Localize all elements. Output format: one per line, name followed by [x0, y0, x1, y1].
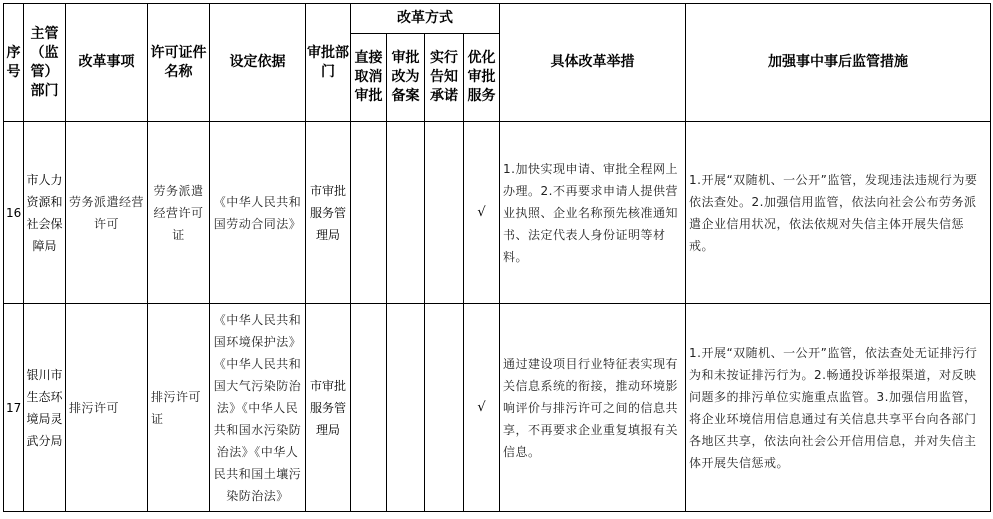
header-license: 许可证件名称: [148, 4, 210, 122]
row-mark-notification: [425, 122, 464, 304]
table-row: [4, 122, 991, 304]
row-mark-direct-cancel: [351, 122, 387, 304]
header-direct-cancel: 直接取消审批: [351, 34, 387, 122]
row-mark-to-filing: [387, 122, 425, 304]
row-basis: 《中华人民共和国环境保护法》《中华人民共和国大气污染防治法》《中华人民共和国水污染防治法》《中华人民共和国土壤污染防治法》: [210, 304, 306, 512]
row-approval-dept: 市审批服务管理局: [306, 122, 351, 304]
header-seq: 序号: [4, 4, 24, 122]
row-item: 劳务派遣经营许可: [66, 122, 148, 304]
row-seq: 16: [4, 122, 24, 304]
row-dept: 市人力资源和社会保障局: [24, 122, 66, 304]
header-reform-mode: 改革方式: [351, 4, 500, 34]
header-to-filing: 审批改为备案: [387, 34, 425, 122]
row-basis: 《中华人民共和国劳动合同法》: [210, 122, 306, 304]
reform-table: [3, 3, 991, 512]
row-mark-notification: [425, 304, 464, 512]
header-dept: 主管（监管）部门: [24, 4, 66, 122]
row-seq: 17: [4, 304, 24, 512]
row-license: 劳务派遣经营许可证: [148, 122, 210, 304]
row-mark-optimize: √: [464, 122, 500, 304]
header-notification-commitment: 实行告知承诺: [425, 34, 464, 122]
header-item: 改革事项: [66, 4, 148, 122]
row-mark-optimize: √: [464, 304, 500, 512]
row-item: 排污许可: [66, 304, 148, 512]
header-supervision: 加强事中事后监管措施: [686, 4, 991, 122]
row-supervision: 1.开展“双随机、一公开”监管，依法查处无证排污行为和未按证排污行为。2.畅通投诉举报渠道，对反映问题多的排污单位实施重点监管。3.加强信用监管，将企业环境信用信息通过有关信息共享平台向各部门各地区共享，依法向社会公开信用信息，并对失信主体开展失信惩戒。: [686, 304, 991, 512]
table-row: [4, 304, 991, 512]
row-dept: 银川市生态环境局灵武分局: [24, 304, 66, 512]
row-measures: 通过建设项目行业特征表实现有关信息系统的衔接，推动环境影响评价与排污许可之间的信息共享，不再要求企业重复填报有关信息。: [500, 304, 686, 512]
row-license: 排污许可证: [148, 304, 210, 512]
header-approval-dept: 审批部门: [306, 4, 351, 122]
row-mark-direct-cancel: [351, 304, 387, 512]
row-measures: 1.加快实现申请、审批全程网上办理。2.不再要求申请人提供营业执照、企业名称预先核准通知书、法定代表人身份证明等材料。: [500, 122, 686, 304]
row-mark-to-filing: [387, 304, 425, 512]
header-measures: 具体改革举措: [500, 4, 686, 122]
row-supervision: 1.开展“双随机、一公开”监管，发现违法违规行为要依法查处。2.加强信用监管，依法向社会公布劳务派遣企业信用状况，依法依规对失信主体开展失信惩戒。: [686, 122, 991, 304]
header-basis: 设定依据: [210, 4, 306, 122]
row-approval-dept: 市审批服务管理局: [306, 304, 351, 512]
header-optimize-service: 优化审批服务: [464, 34, 500, 122]
